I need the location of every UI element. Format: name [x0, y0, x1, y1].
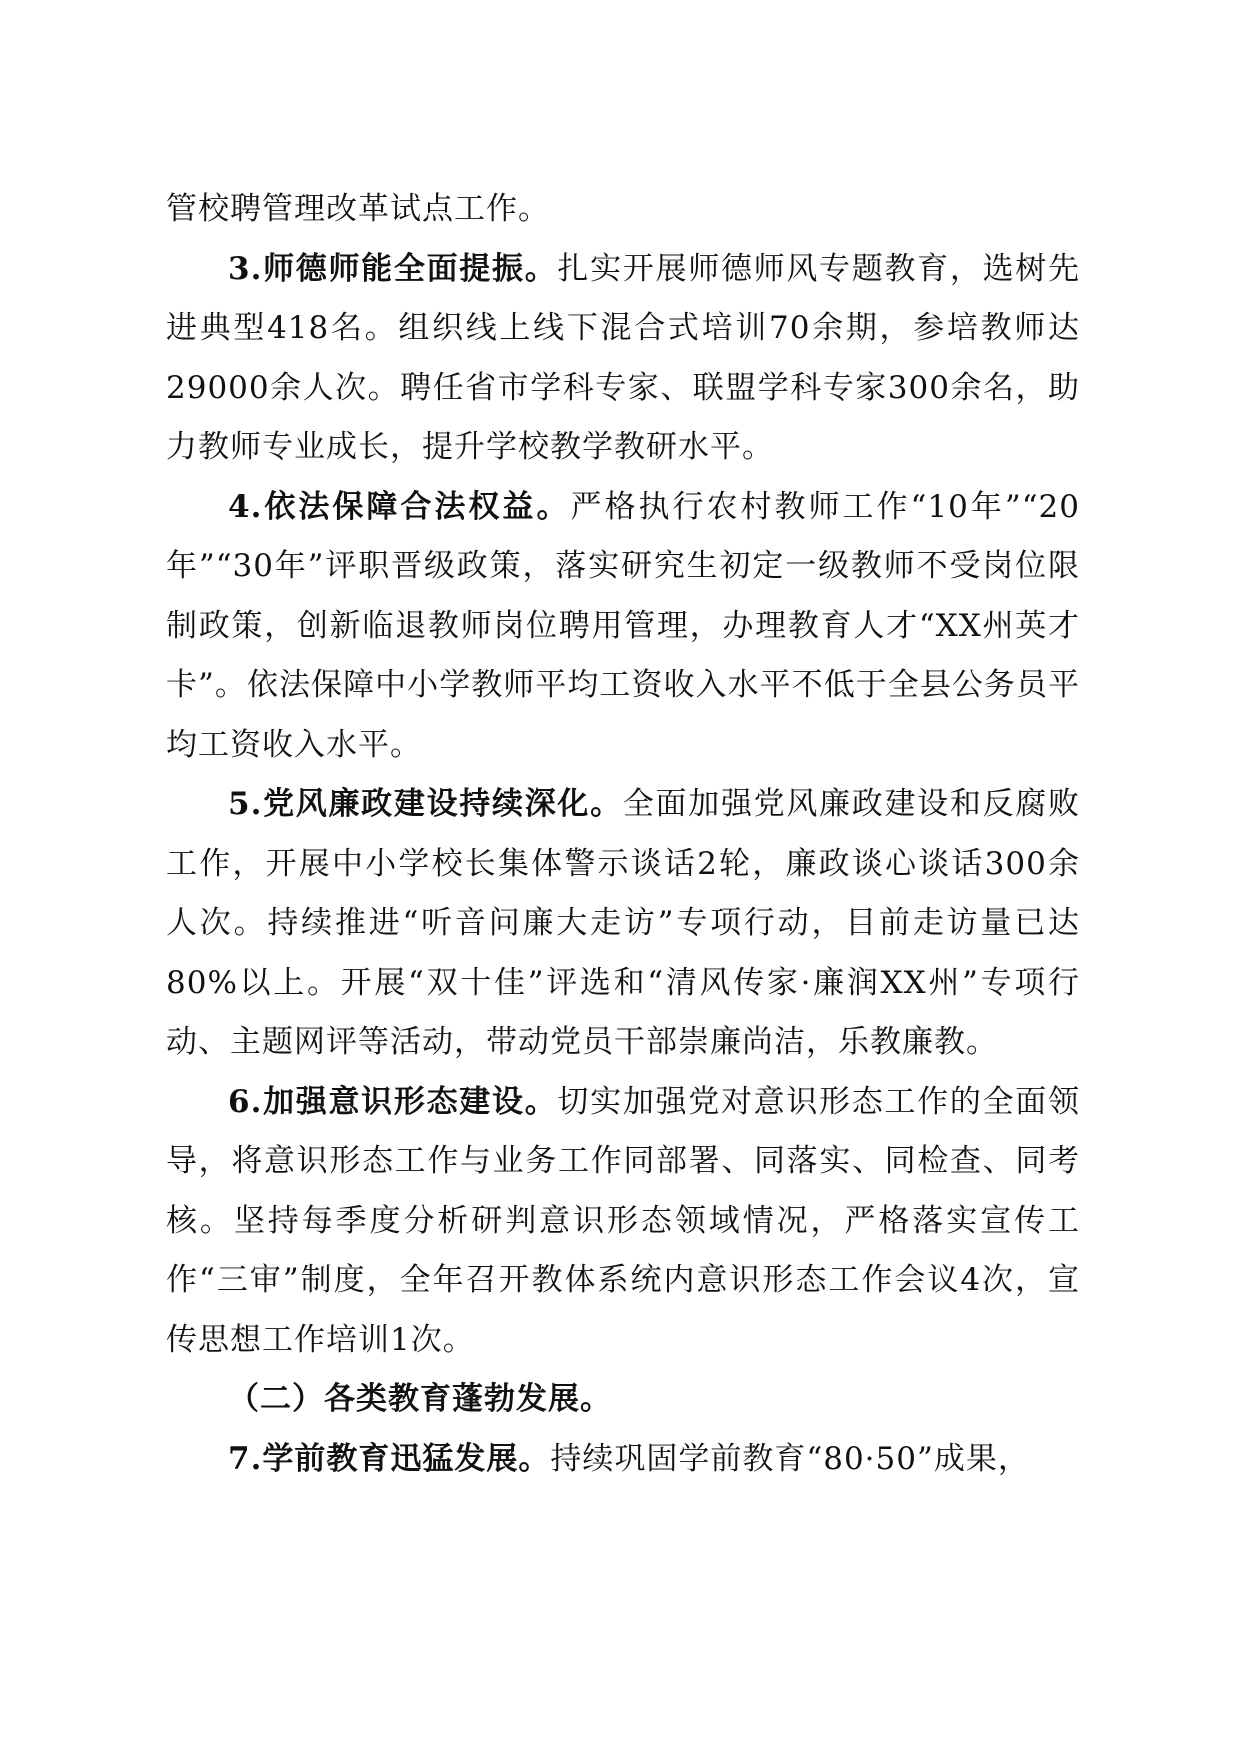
paragraph-text: 全面加强党风廉政建设和反腐败工作，开展中小学校长集体警示谈话2轮，廉政谈心谈话300余人次。持续推进“听音问廉大走访”专项行动，目前走访量已达80%以上。开展“双十佳”评选和“清风传家·廉润XX州”专项行动、主题网评等活动，带动党员干部崇廉尚洁，乐教廉教。 — [166, 786, 1080, 1060]
paragraph-lead: 6.加强意识形态建设。 — [228, 1083, 558, 1120]
paragraph-item-4 — [166, 478, 1080, 776]
paragraph-lead: 7.学前教育迅猛发展。 — [228, 1440, 551, 1477]
paragraph-item-3 — [166, 240, 1080, 478]
paragraph-text: 持续巩固学前教育“80·50”成果， — [550, 1440, 1030, 1477]
paragraph-continuation — [166, 180, 1080, 240]
paragraph-text: 管校聘管理改革试点工作。 — [166, 191, 550, 227]
document-body — [166, 180, 1080, 1489]
paragraph-lead: 3.师德师能全面提振。 — [228, 250, 558, 287]
paragraph-text: 扎实开展师德师风专题教育，选树先进典型418名。组织线上线下混合式培训70余期，参培教师达29000余人次。聘任省市学科专家、联盟学科专家300余名，助力教师专业成长，提升学校教学教研水平。 — [166, 250, 1080, 465]
paragraph-item-6 — [166, 1073, 1080, 1371]
paragraph-lead: 5.党风廉政建设持续深化。 — [228, 786, 623, 822]
paragraph-text: 严格执行农村教师工作“10年”“20年”“30年”评职晋级政策，落实研究生初定一级教师不受岗位限制政策，创新临退教师岗位聘用管理，办理教育人才“XX州英才卡”。依法保障中小学教师平均工资收入水平不低于全县公务员平均工资收入水平。 — [166, 488, 1080, 763]
section-heading-text: （二）各类教育蓬勃发展。 — [228, 1381, 612, 1417]
paragraph-text: 切实加强党对意识形态工作的全面领导，将意识形态工作与业务工作同部署、同落实、同检查、同考核。坚持每季度分析研判意识形态领域情况，严格落实宣传工作“三审”制度，全年召开教体系统内意识形态工作会议4次，宣传思想工作培训1次。 — [166, 1083, 1080, 1358]
section-heading — [166, 1370, 1080, 1430]
paragraph-item-5 — [166, 775, 1080, 1073]
paragraph-lead: 4.依法保障合法权益。 — [228, 488, 571, 525]
paragraph-item-7 — [166, 1430, 1080, 1490]
